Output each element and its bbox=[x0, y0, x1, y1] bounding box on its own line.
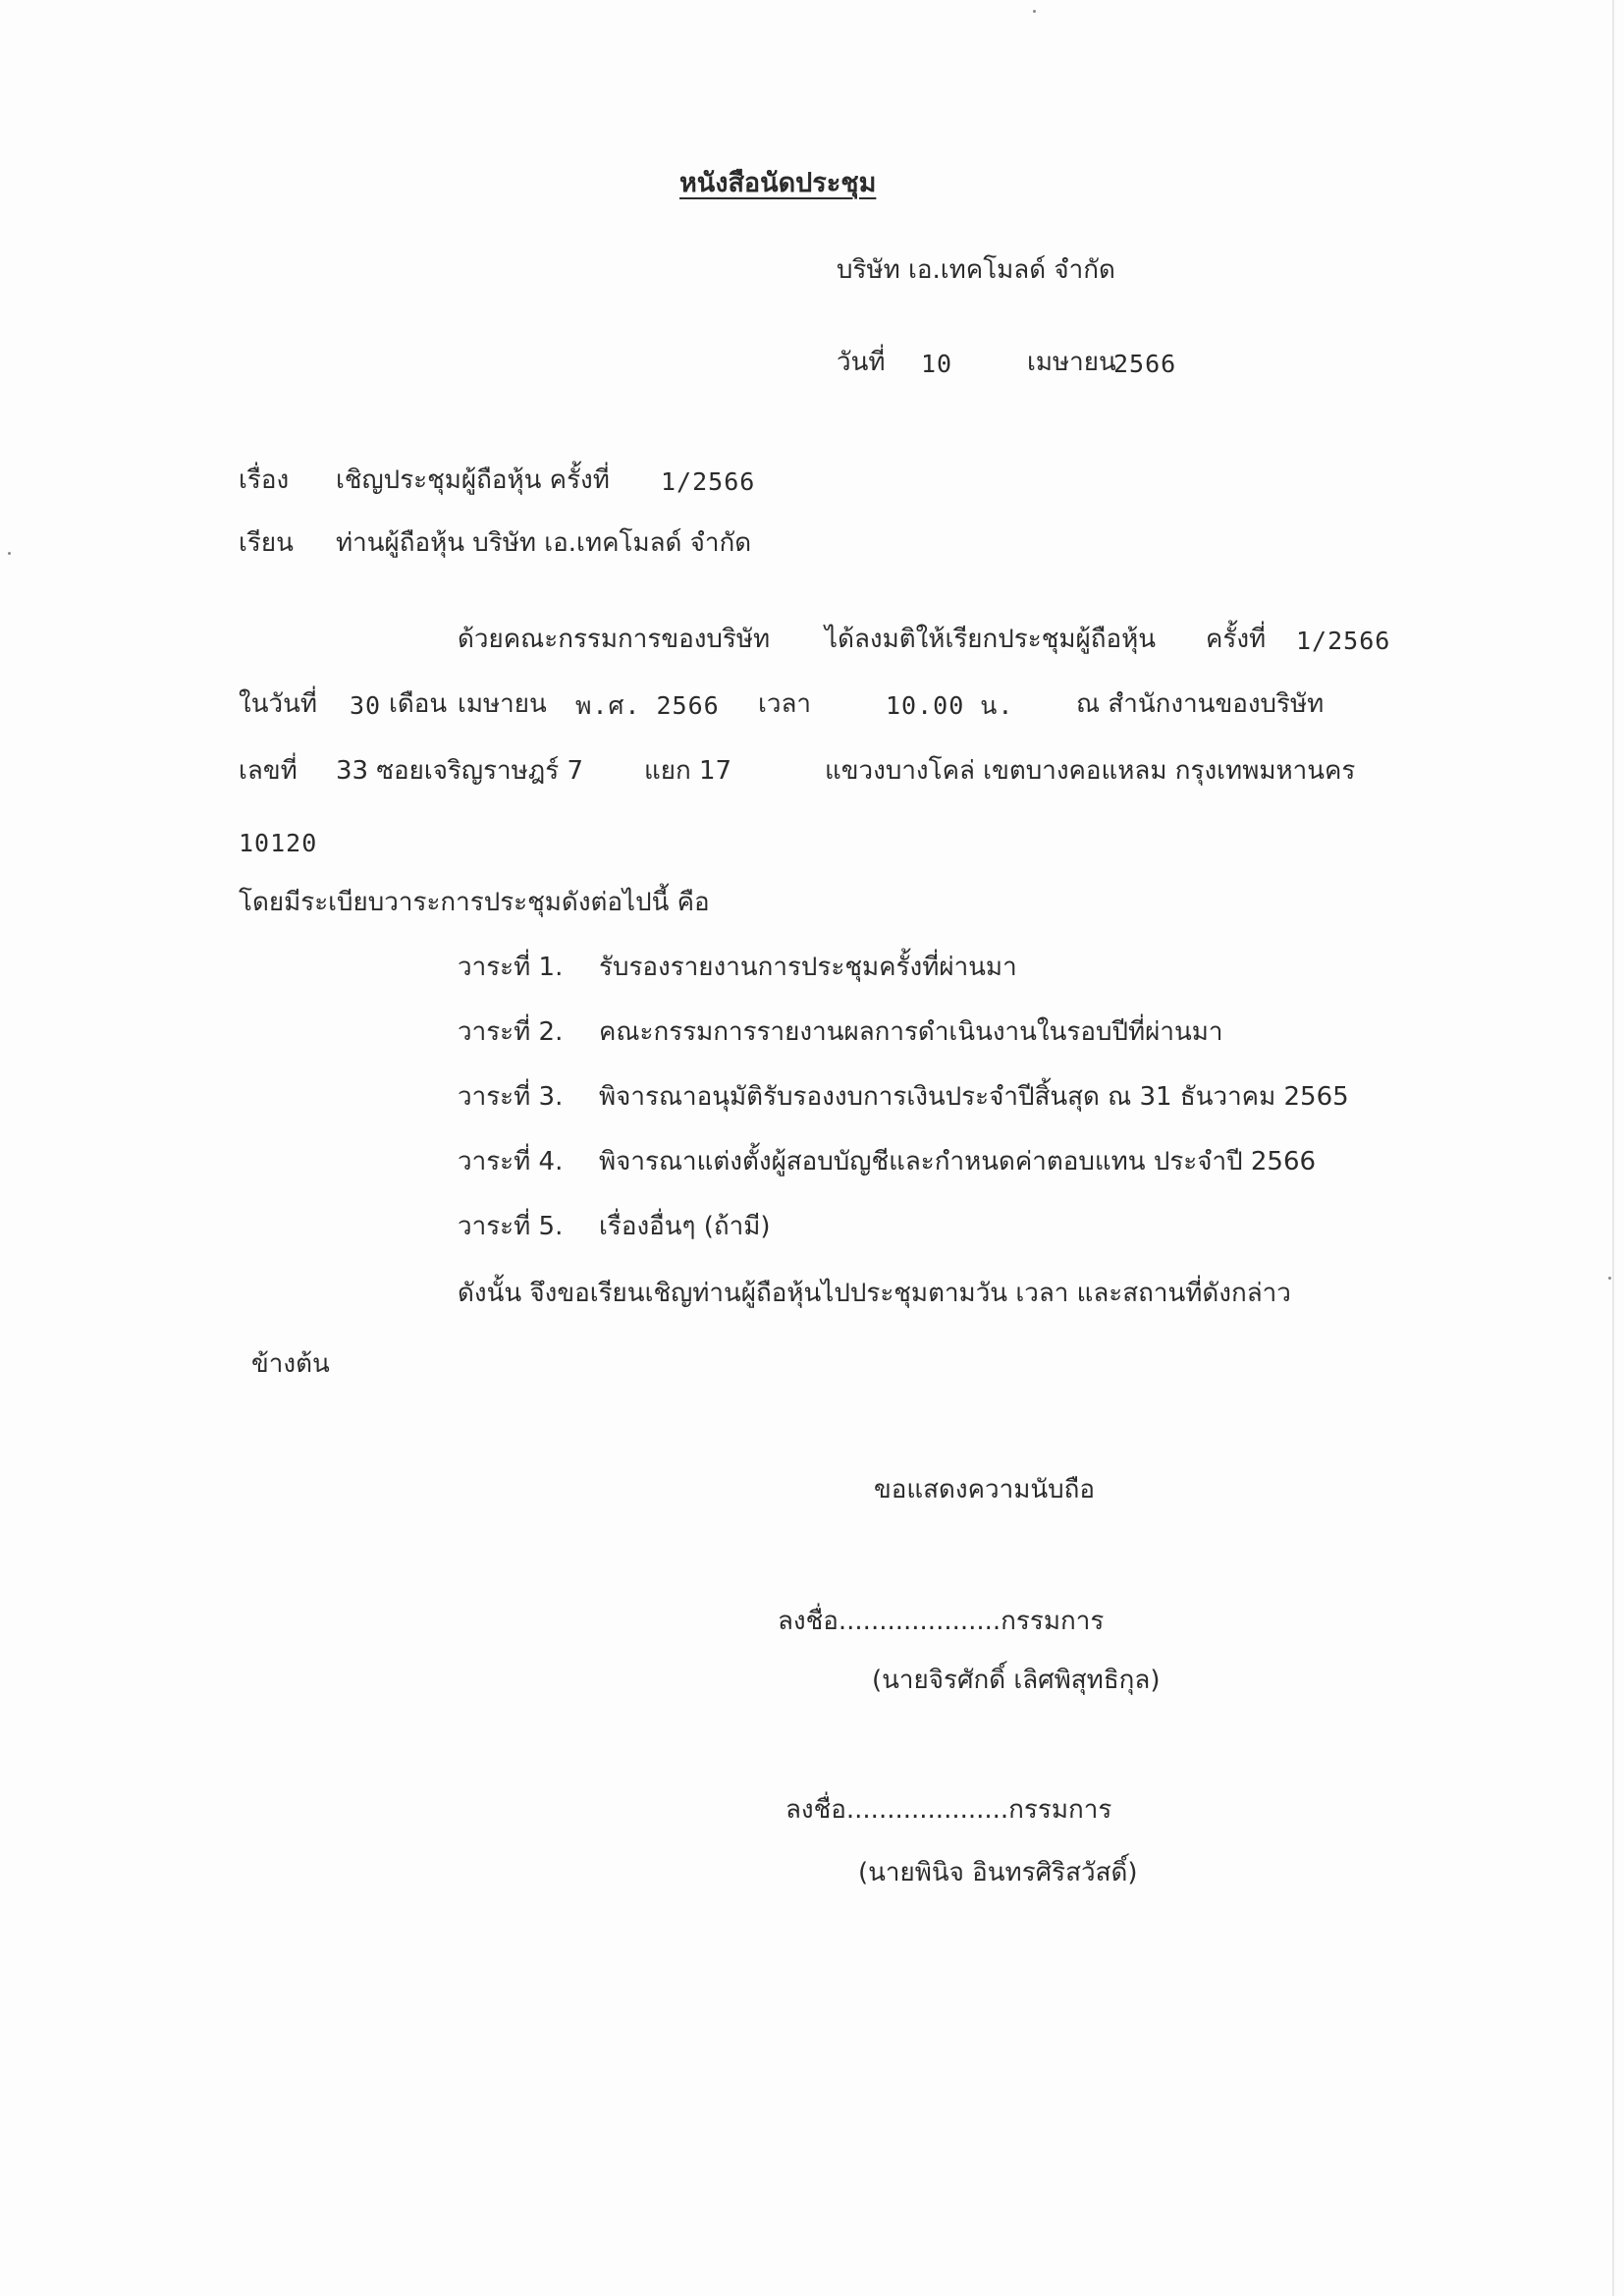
agenda-intro: โดยมีระเบียบวาระการประชุมดังต่อไปนี้ คือ bbox=[239, 888, 710, 917]
scan-speck bbox=[1608, 1277, 1611, 1280]
body-line2-year: พ.ศ. 2566 bbox=[575, 691, 720, 720]
agenda-item-text: คณะกรรมการรายงานผลการดำเนินงานในรอบปีที่ผ่านมา bbox=[599, 1017, 1223, 1047]
body-line2-a: ในวันที่ bbox=[239, 689, 317, 719]
date-day: 10 bbox=[921, 350, 953, 378]
signature-line: ลงชื่อ....................กรรมการ bbox=[785, 1795, 1112, 1825]
scan-edge-line bbox=[1612, 0, 1614, 2296]
agenda-item-no: วาระที่ 4. bbox=[458, 1147, 564, 1176]
company-header: บริษัท เอ.เทคโมลด์ จำกัด bbox=[837, 255, 1115, 285]
body-line3-c: แยก 17 bbox=[644, 756, 732, 786]
scan-speck bbox=[1033, 10, 1036, 13]
body-line1-b: ได้ลงมติให้เรียกประชุมผู้ถือหุ้น bbox=[825, 625, 1156, 654]
body-line3-d: แขวงบางโคล่ เขตบางคอแหลม กรุงเทพมหานคร bbox=[825, 756, 1356, 786]
body-line2-month-label: เดือน bbox=[389, 689, 448, 719]
scan-speck bbox=[8, 552, 11, 555]
signatory-name: (นายจิรศักดิ์ เลิศพิสุทธิกุล) bbox=[872, 1666, 1161, 1695]
body-line2-time: 10.00 น. bbox=[886, 691, 1014, 720]
to-text: ท่านผู้ถือหุ้น บริษัท เอ.เทคโมลด์ จำกัด bbox=[336, 528, 752, 558]
to-label: เรียน bbox=[239, 528, 294, 558]
closing-end: ข้างต้น bbox=[251, 1349, 330, 1379]
body-line1-c: ครั้งที่ bbox=[1206, 625, 1267, 654]
date-label: วันที่ bbox=[837, 348, 886, 377]
agenda-item-text: พิจารณาแต่งตั้งผู้สอบบัญชีและกำหนดค่าตอบแทน ประจำปี 2566 bbox=[599, 1147, 1317, 1176]
agenda-item-text: เรื่องอื่นๆ (ถ้ามี) bbox=[599, 1212, 771, 1241]
signatory-name: (นายพินิจ อินทรศิริสวัสดิ์) bbox=[858, 1858, 1138, 1887]
document-title: หนังสือนัดประชุม bbox=[679, 168, 877, 198]
signature-line: ลงชื่อ....................กรรมการ bbox=[778, 1607, 1105, 1636]
body-line2-place: ณ สำนักงานของบริษัท bbox=[1076, 689, 1325, 719]
body-line1-a: ด้วยคณะกรรมการของบริษัท bbox=[458, 625, 771, 654]
body-line2-time-label: เวลา bbox=[758, 689, 812, 719]
closing-line: ดังนั้น จึงขอเรียนเชิญท่านผู้ถือหุ้นไปประชุมตามวัน เวลา และสถานที่ดังกล่าว bbox=[458, 1279, 1291, 1308]
subject-text: เชิญประชุมผู้ถือหุ้น ครั้งที่ bbox=[336, 465, 610, 495]
body-line3-a: เลขที่ bbox=[239, 756, 298, 786]
body-line2-month: เมษายน bbox=[458, 689, 547, 719]
body-line1-d: 1/2566 bbox=[1296, 627, 1391, 655]
subject-number: 1/2566 bbox=[661, 467, 756, 496]
subject-label: เรื่อง bbox=[239, 465, 290, 495]
postal-code: 10120 bbox=[239, 829, 318, 857]
agenda-item-no: วาระที่ 2. bbox=[458, 1017, 564, 1047]
date-month: เมษายน bbox=[1027, 348, 1116, 377]
body-line3-b: 33 ซอยเจริญราษฎร์ 7 bbox=[336, 756, 584, 786]
regards: ขอแสดงความนับถือ bbox=[874, 1475, 1095, 1504]
agenda-item-text: พิจารณาอนุมัติรับรองงบการเงินประจำปีสิ้นสุด ณ 31 ธันวาคม 2565 bbox=[599, 1082, 1349, 1112]
agenda-item-no: วาระที่ 1. bbox=[458, 953, 564, 982]
agenda-item-text: รับรองรายงานการประชุมครั้งที่ผ่านมา bbox=[599, 953, 1017, 982]
body-line2-day: 30 bbox=[350, 691, 382, 720]
agenda-item-no: วาระที่ 5. bbox=[458, 1212, 564, 1241]
date-year: 2566 bbox=[1113, 350, 1177, 378]
agenda-item-no: วาระที่ 3. bbox=[458, 1082, 564, 1112]
